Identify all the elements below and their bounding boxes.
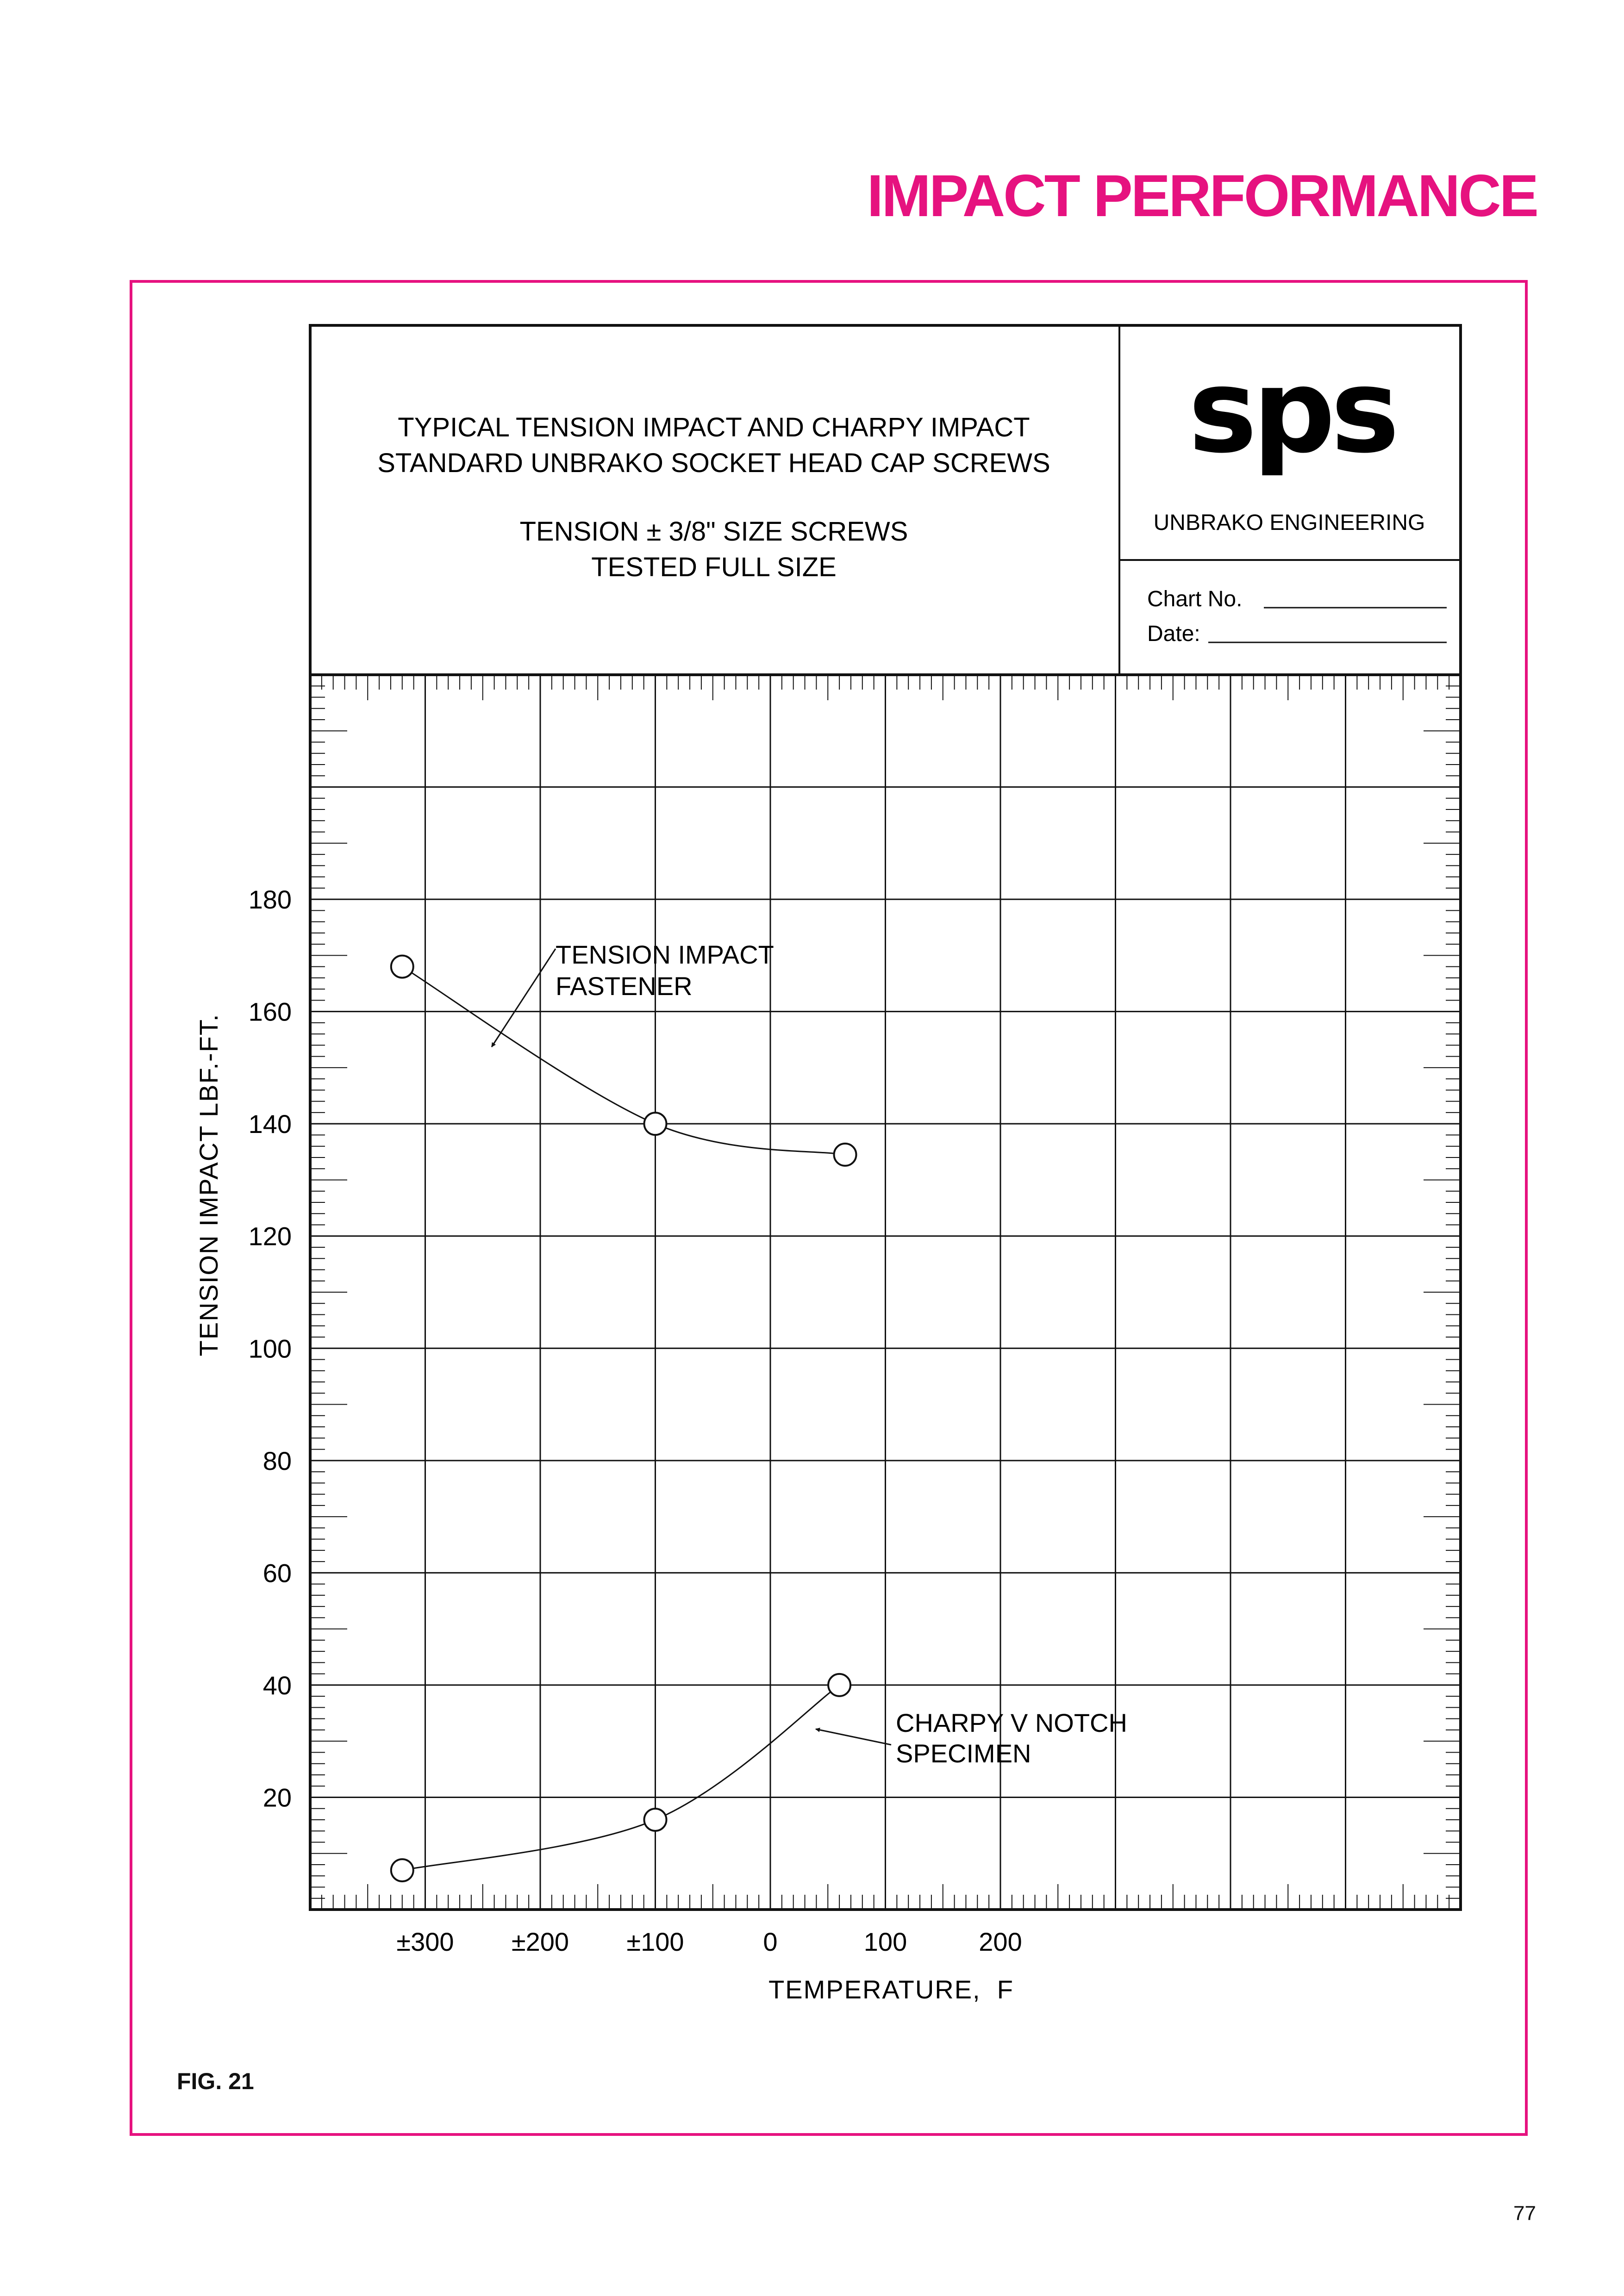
title-line-3: TENSION ± 3/8" SIZE SCREWS	[519, 516, 908, 547]
y-tick-labels	[249, 885, 292, 1812]
series-layer	[391, 956, 856, 1881]
page-number: 77	[1513, 2202, 1536, 2225]
x-tick-label: 0	[763, 1927, 778, 1956]
charpy-point	[828, 1674, 850, 1696]
y-tick-label: 20	[262, 1783, 292, 1812]
x-axis-label: TEMPERATURE, F	[768, 1975, 1014, 2004]
y-tick-label: 180	[248, 885, 292, 915]
tension-impact-point	[834, 1144, 856, 1166]
charpy-point	[644, 1809, 667, 1831]
tension-impact-label-line-2: FASTENER	[556, 971, 693, 1001]
grid	[310, 675, 1461, 1910]
x-tick-label: 100	[863, 1927, 907, 1956]
charpy-point	[391, 1859, 413, 1881]
x-tick-label: ±200	[511, 1927, 569, 1956]
y-tick-label: 60	[262, 1558, 292, 1588]
y-tick-label: 80	[262, 1446, 292, 1475]
title-block	[310, 325, 1461, 675]
y-axis-label: TENSION IMPACT LBF.-FT.	[194, 1013, 223, 1356]
charpy-line	[402, 1685, 839, 1870]
y-tick-label: 140	[248, 1109, 292, 1139]
charpy-label-line-2: SPECIMEN	[896, 1739, 1031, 1768]
tension-impact-point	[391, 956, 413, 978]
tension-impact-label-line-1: TENSION IMPACT	[556, 940, 774, 969]
x-tick-label: 200	[979, 1927, 1022, 1956]
title-line-2: STANDARD UNBRAKO SOCKET HEAD CAP SCREWS	[377, 448, 1050, 478]
title-line-1: TYPICAL TENSION IMPACT AND CHARPY IMPACT	[398, 412, 1030, 442]
plot-area	[249, 675, 1461, 1956]
y-tick-label: 100	[248, 1334, 292, 1363]
sps-logo: sps	[1188, 344, 1395, 479]
charpy-pointer	[816, 1729, 891, 1745]
x-tick-labels	[396, 1927, 1022, 1956]
tension-impact-pointer	[492, 949, 556, 1047]
tension-impact-point	[644, 1113, 667, 1135]
x-tick-label: ±100	[626, 1927, 684, 1956]
figure-label: FIG. 21	[177, 2068, 254, 2094]
y-tick-label: 160	[248, 997, 292, 1027]
chart-no-label: Chart No.	[1147, 587, 1243, 611]
page-title: IMPACT PERFORMANCE	[867, 163, 1537, 229]
date-label: Date:	[1147, 622, 1200, 646]
y-tick-label: 120	[248, 1221, 292, 1251]
company-name: UNBRAKO ENGINEERING	[1153, 510, 1425, 535]
title-line-4: TESTED FULL SIZE	[591, 552, 837, 582]
y-tick-label: 40	[262, 1670, 292, 1700]
x-tick-label: ±300	[396, 1927, 454, 1956]
charpy-label-line-1: CHARPY V NOTCH	[896, 1708, 1127, 1737]
